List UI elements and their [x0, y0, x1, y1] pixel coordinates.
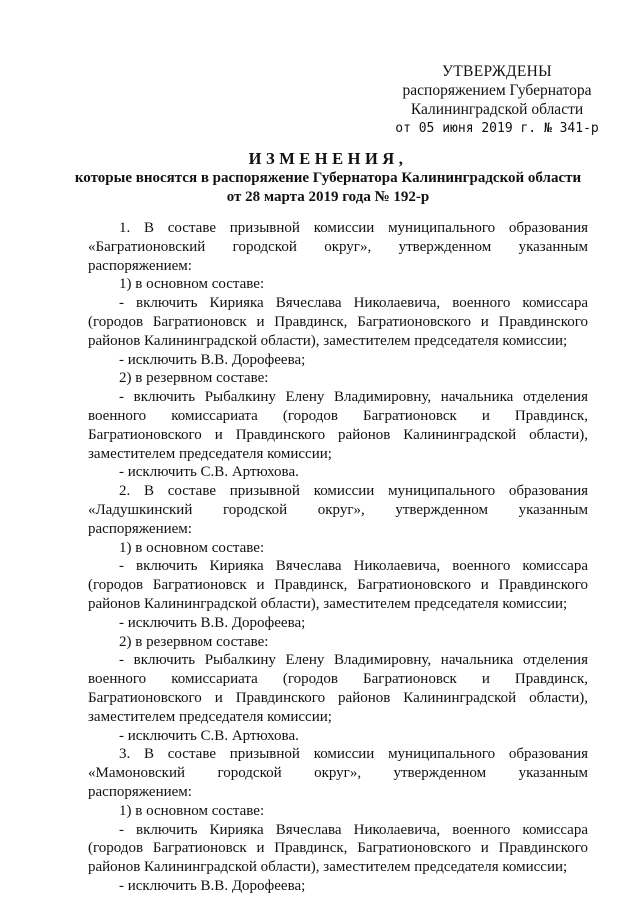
text-line: (городов Багратионовск и Правдинск, Багратионовского и Правдинского	[88, 313, 588, 330]
text-line: 1. В составе призывной комиссии муниципального образования	[119, 220, 588, 236]
text-line: 2. В составе призывной комиссии муниципального образования	[119, 483, 588, 500]
text-line: 1) в основном составе:	[119, 539, 265, 556]
title-main: ИЗМЕНЕНИЯ,	[248, 149, 408, 168]
text-line: районов Калининградской области), заместителем председателя комиссии;	[88, 595, 568, 612]
text-line: - включить Рыбалкину Елену Владимировну, начальника отделения	[119, 652, 588, 669]
approval-line-1: распоряжением Губернатора	[402, 82, 592, 99]
text-line: - исключить С.В. Артюхова.	[119, 464, 299, 481]
text-line: - исключить В.В. Дорофеева;	[119, 877, 306, 894]
text-line: районов Калининградской области), заместителем председателя комиссии;	[88, 332, 568, 349]
text-line: (городов Багратионовск и Правдинск, Багратионовского и Правдинского	[88, 840, 588, 857]
text-line: военного комиссариата (городов Багратионовск и Правдинск,	[88, 407, 588, 424]
document-body	[88, 219, 588, 896]
text-line: заместителем председателя комиссии;	[88, 708, 332, 725]
text-line: - включить Кирияка Вячеслава Николаевича, военного комиссара	[119, 295, 588, 312]
text-line: 2) в резервном составе:	[119, 633, 269, 650]
text-line: «Ладушкинский городской округ», утвержденном указанным	[88, 501, 588, 518]
text-line: распоряжением:	[88, 783, 192, 800]
document-title	[60, 148, 596, 207]
text-line: - исключить В.В. Дорофеева;	[119, 351, 306, 368]
text-line: - включить Кирияка Вячеслава Николаевича, военного комиссара	[119, 558, 588, 575]
title-line-3: от 28 марта 2019 года № 192-р	[226, 189, 430, 205]
text-line: (городов Багратионовск и Правдинск, Багратионовского и Правдинского	[88, 577, 588, 594]
approval-stamp	[392, 62, 602, 138]
text-line: Багратионовского и Правдинского районов Калининградской области),	[88, 426, 588, 443]
text-line: заместителем председателя комиссии;	[88, 445, 332, 462]
text-line: районов Калининградской области), заместителем председателя комиссии;	[88, 859, 568, 876]
approval-line-2: Калининградской области	[410, 101, 584, 118]
text-line: «Багратионовский городской округ», утвержденном указанным	[88, 238, 588, 255]
text-line: 1) в основном составе:	[119, 802, 265, 819]
text-line: - исключить В.В. Дорофеева;	[119, 614, 306, 631]
approval-number: от 05 июня 2019 г. № 341-р	[395, 121, 599, 136]
text-line: распоряжением:	[88, 257, 192, 274]
text-line: «Мамоновский городской округ», утвержденном указанным	[88, 765, 588, 782]
text-line: 3. В составе призывной комиссии муниципального образования	[119, 746, 588, 763]
text-line: - включить Кирияка Вячеслава Николаевича, военного комиссара	[119, 821, 588, 838]
text-line: - исключить С.В. Артюхова.	[119, 727, 299, 744]
text-line: военного комиссариата (городов Багратионовск и Правдинск,	[88, 671, 588, 688]
text-line: 1) в основном составе:	[119, 276, 265, 293]
text-line: 2) в резервном составе:	[119, 370, 269, 387]
approval-heading: УТВЕРЖДЕНЫ	[442, 63, 552, 80]
text-line: - включить Рыбалкину Елену Владимировну, начальника отделения	[119, 389, 588, 406]
text-line: распоряжением:	[88, 520, 192, 537]
text-line: Багратионовского и Правдинского районов Калининградской области),	[88, 689, 588, 706]
title-line-2: которые вносятся в распоряжение Губернатора Калининградской области	[74, 170, 582, 186]
